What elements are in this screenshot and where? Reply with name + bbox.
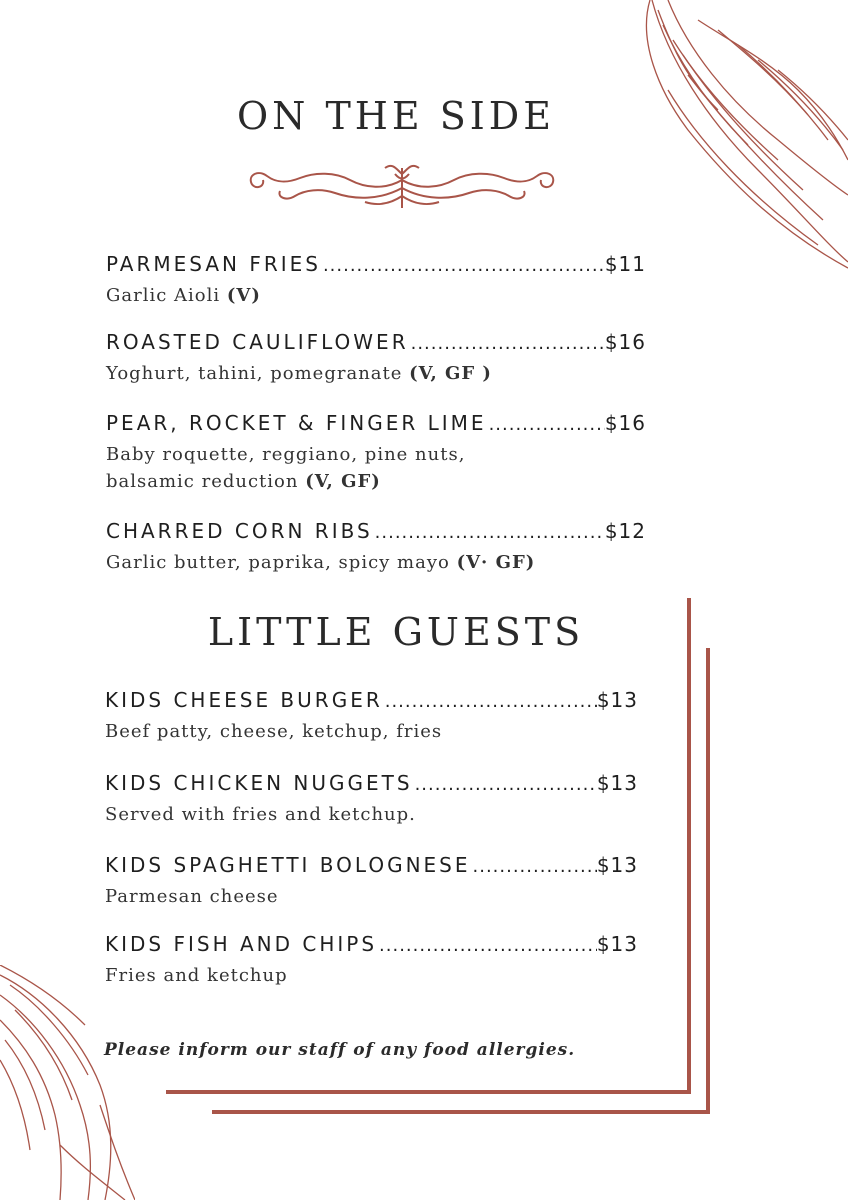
frame-line-inner-vertical [706,648,710,1114]
item-name: ROASTED CAULIFLOWER [106,330,409,354]
item-name: KIDS CHICKEN NUGGETS [105,771,413,795]
dot-leader [377,935,597,956]
item-description: Garlic butter, paprika, spicy mayo (V· GF) [106,552,536,573]
item-name: KIDS FISH AND CHIPS [105,932,378,956]
frame-line-inner-horizontal [212,1110,710,1114]
ornamental-flourish-icon [245,160,560,215]
dietary-tags: (V, GF ) [409,363,492,384]
item-description: Beef patty, cheese, ketchup, fries [105,721,443,742]
item-price: $13 [596,771,638,795]
menu-item [106,252,646,309]
item-description: Yoghurt, tahini, pomegranate (V, GF ) [106,363,492,384]
dietary-tags: (V, GF) [305,471,381,492]
item-price: $11 [604,252,646,276]
menu-item [106,411,646,495]
item-price: $13 [596,688,638,712]
item-price: $13 [596,853,638,877]
menu-item [105,853,638,910]
section-title-on-the-side: ON THE SIDE [236,94,556,138]
dot-leader [471,856,597,877]
item-name: CHARRED CORN RIBS [106,519,373,543]
menu-item [105,771,638,828]
item-name: PEAR, ROCKET & FINGER LIME [106,411,487,435]
item-price: $13 [596,932,638,956]
item-description: Baby roquette, reggiano, pine nuts, balsamic reduction (V, GF) [106,444,466,492]
dietary-tags: (V· GF) [456,552,536,573]
menu-item [105,932,638,989]
dot-leader [487,414,605,435]
menu-item [105,688,638,745]
item-price: $16 [604,330,646,354]
item-name: KIDS CHEESE BURGER [105,688,383,712]
item-price: $12 [604,519,646,543]
frame-line-outer-horizontal [166,1090,691,1094]
allergy-notice: Please inform our staff of any food allergies. [104,1040,576,1060]
item-name: PARMESAN FRIES [106,252,321,276]
dietary-tags: (V) [226,285,261,306]
dot-leader [409,333,605,354]
item-description: Served with fries and ketchup. [105,804,416,825]
dot-leader [321,255,605,276]
item-description: Parmesan cheese [105,886,279,907]
section-title-little-guests: LITTLE GUESTS [207,610,585,654]
leaf-illustration-icon [0,965,135,1200]
dot-leader [413,774,597,795]
menu-item [106,519,646,576]
item-name: KIDS SPAGHETTI BOLOGNESE [105,853,471,877]
item-description: Garlic Aioli (V) [106,285,261,306]
frame-line-outer-vertical [687,598,691,1094]
dot-leader [373,522,605,543]
item-price: $16 [604,411,646,435]
dot-leader [383,691,597,712]
menu-item [106,330,646,387]
item-description: Fries and ketchup [105,965,288,986]
